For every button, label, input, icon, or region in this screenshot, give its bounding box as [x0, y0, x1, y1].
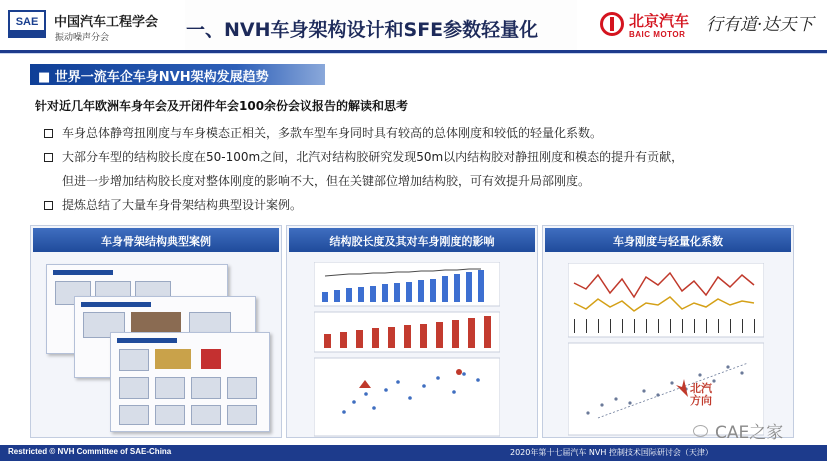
sae-logo-band	[8, 31, 46, 38]
wechat-icon	[693, 425, 708, 437]
case-chart-thumbnail	[155, 349, 191, 369]
sheet-heading	[117, 338, 177, 343]
brand-name-en: BAIC MOTOR	[629, 30, 686, 39]
brand-name-cn: 北京汽车	[629, 12, 690, 30]
bullet-icon	[44, 201, 53, 210]
org-name: 中国汽车工程学会	[54, 15, 159, 30]
case-thumbnail	[227, 377, 257, 399]
case-thumbnail	[119, 349, 149, 371]
sae-logo: SAE	[8, 10, 46, 32]
highlight-point	[456, 369, 462, 375]
case-thumbnail	[155, 405, 185, 425]
callout-label: 北汽方向	[690, 382, 712, 407]
scatter-frame	[314, 358, 500, 436]
case-thumbnail	[191, 405, 221, 425]
panel-title: 车身骨架结构典型案例	[101, 235, 211, 248]
bullet-icon	[44, 129, 53, 138]
footer-copyright: Restricted © NVH Committee of SAE-China	[8, 447, 172, 456]
sheet-heading	[81, 302, 151, 307]
case-thumbnail	[227, 405, 257, 425]
case-thumbnail	[191, 377, 221, 399]
sheet-heading	[53, 270, 113, 275]
stiffness-figure	[568, 263, 764, 437]
brand-slogan: 行有道·达天下	[706, 15, 814, 35]
adhesive-figure	[314, 262, 500, 438]
bullet-text-2-cont: 但进一步增加结构胶长度对整体刚度的影响不大，但在关键部位增加结构胶，可有效提升局部刚度。	[62, 174, 591, 188]
lead-statement: 针对近几年欧洲车身年会及开闭件年会100余份会议报告的解读和思考	[35, 99, 409, 113]
panel-title: 结构胶长度及其对车身刚度的影响	[329, 235, 495, 248]
watermark: CAE之家	[715, 423, 784, 443]
footer-event: 2020年第十七届汽车 NVH 控制技术国际研讨会（天津）	[510, 448, 713, 457]
case-thumbnail	[119, 405, 149, 425]
org-subtitle: 振动噪声分会	[55, 33, 110, 43]
case-thumbnail	[119, 377, 149, 399]
case-sheet-3	[110, 332, 270, 432]
slide-title: 一、NVH车身架构设计和SFE参数轻量化	[186, 19, 539, 41]
case-chart-thumbnail	[201, 349, 221, 369]
bullet-text-3: 提炼总结了大量车身骨架结构典型设计案例。	[62, 198, 303, 212]
bullet-text-2: 大部分车型的结构胶长度在50-100m之间，北汽对结构胶研究发现50m以内结构胶对静扭刚度和模态的提升有贡献，	[62, 150, 684, 164]
case-thumbnail	[155, 377, 185, 399]
section-banner-label: ■ 世界一流车企车身NVH架构发展趋势	[38, 70, 269, 85]
baic-logo-icon	[600, 12, 624, 36]
header-divider-light	[0, 53, 827, 54]
bullet-icon	[44, 153, 53, 162]
bullet-text-1: 车身总体静弯扭刚度与车身模态正相关，多款车型车身同时具有较高的总体刚度和较低的轻量化系数。	[62, 126, 603, 140]
panel-title: 车身刚度与轻量化系数	[613, 235, 723, 248]
